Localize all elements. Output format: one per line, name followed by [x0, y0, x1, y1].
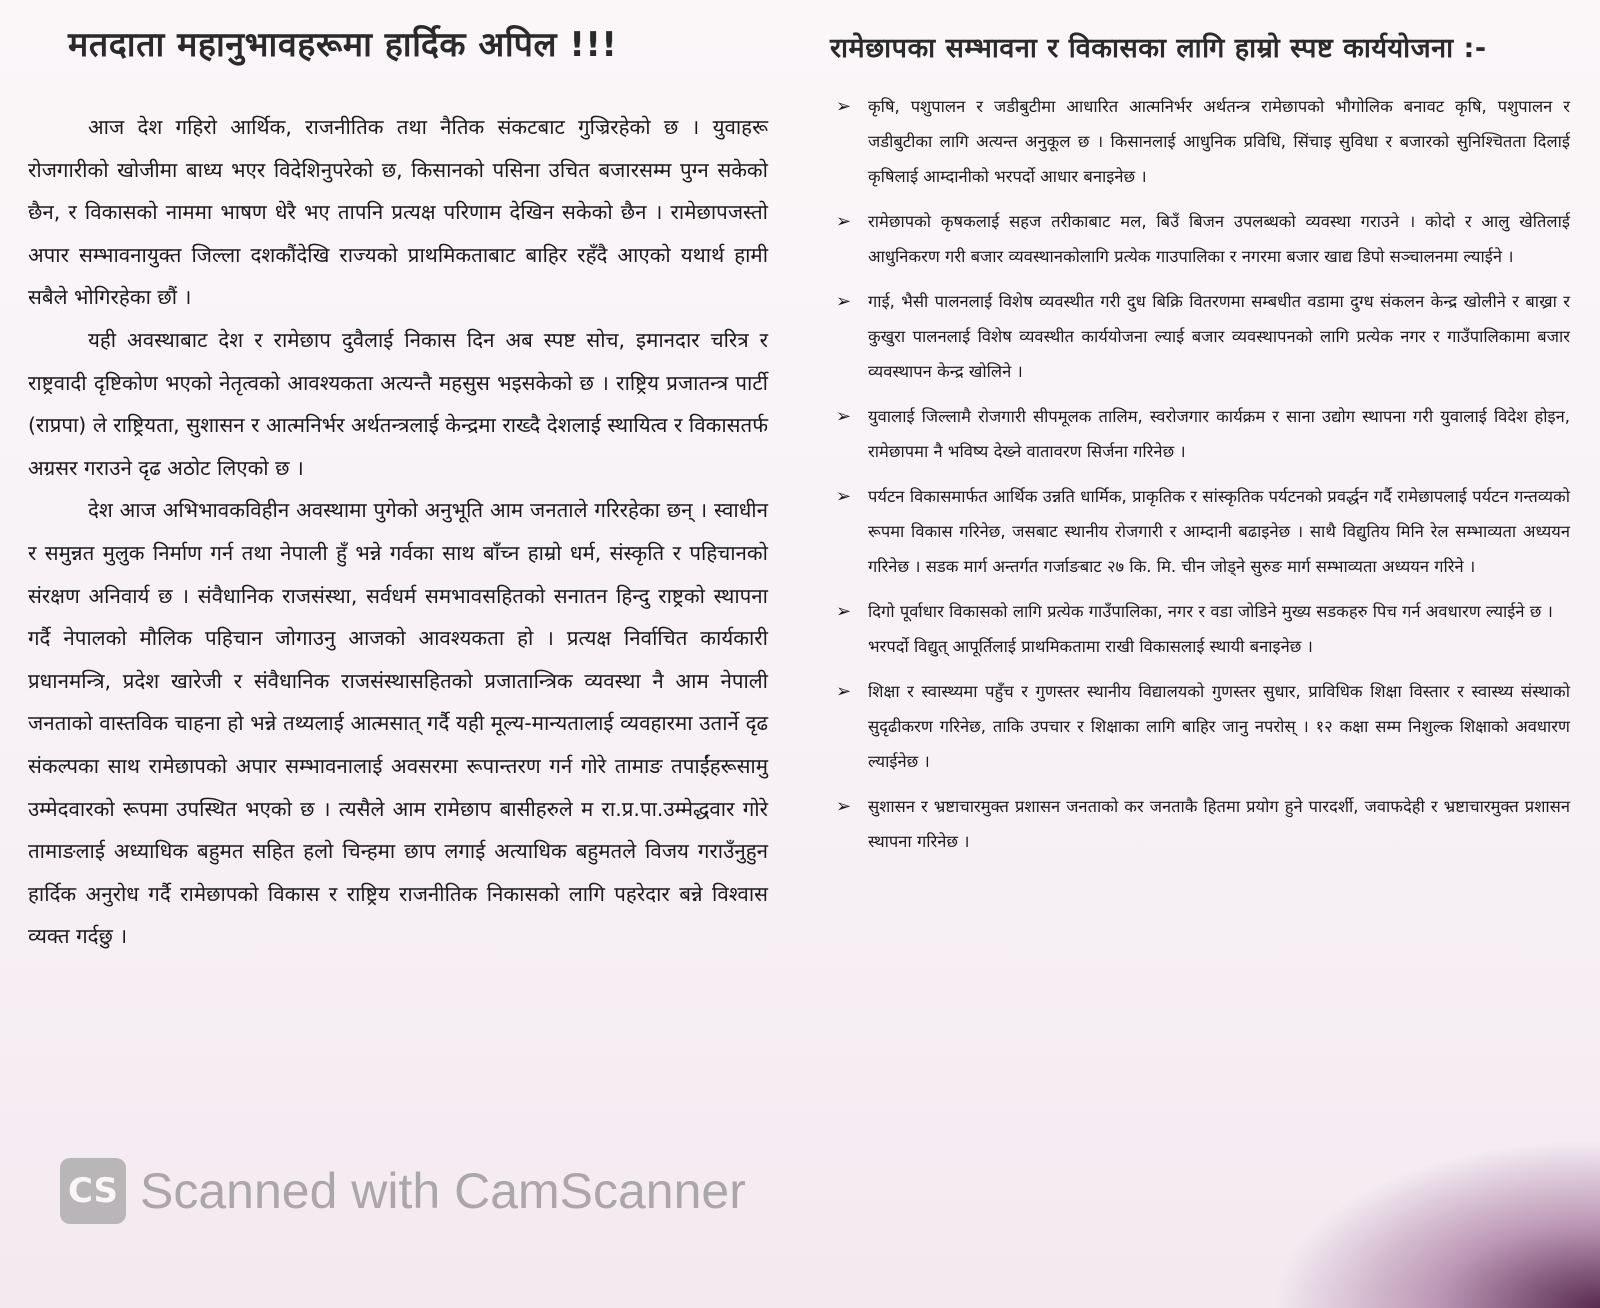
watermark-text: Scanned with CamScanner	[140, 1163, 746, 1219]
camscanner-logo-icon: CS	[60, 1158, 126, 1224]
arrow-right-icon: ➢	[836, 486, 852, 507]
list-item-text: पर्यटन विकासमार्फत आर्थिक उन्नति धार्मिक, प्राकृतिक र सांस्कृतिक पर्यटनको प्रवर्द्धन गर्दै रामेछापलाई पर्यटन गन्तव्यको रूपमा विकास गरिनेछ, जसबाट स्थानीय रोजगारी र आम्दानी बढाइनेछ । साथै विद्युतिय मिनि रेल सम्भाव्यता अध्ययन गरिनेछ । सडक मार्ग अन्तर्गत गर्जाङबाट २७ कि. मि. चीन जोड्ने सुरुङ मार्ग सम्भाव्यता अध्ययन गरिने ।	[868, 487, 1570, 576]
arrow-right-icon: ➢	[836, 406, 852, 427]
list-item-text: रामेछापको कृषकलाई सहज तरीकाबाट मल, बिउँ बिजन उपलब्धको व्यवस्था गराउने । कोदो र आलु खेतिलाई आधुनिकरण गरी बजार व्यवस्थानकोलागि प्रत्येक गाउपालिका र नगरमा बजार खाद्य डिपो सञ्चालनमा ल्याईने ।	[868, 212, 1570, 266]
appeal-paragraph: देश आज अभिभावकविहीन अवस्थामा पुगेको अनुभूति आम जनताले गरिरहेका छन् । स्वाधीन र समुन्नत मुलुक निर्माण गर्न तथा नेपाली हुँ भन्ने गर्वका साथ बाँच्न हाम्रो धर्म, संस्कृति र पहिचानको संरक्षण अनिवार्य छ । संवैधानिक राजसंस्था, सर्वधर्म समभावसहितको सनातन हिन्दु राष्ट्रको स्थापना गर्दै नेपालको मौलिक पहिचान जोगाउनु आजको आवश्यकता हो । प्रत्यक्ष निर्वाचित कार्यकारी प्रधानमन्त्रि, प्रदेश खारेजी र संवैधानिक राजसंस्थासहितको प्रजातान्त्रिक व्यवस्था नै आम नेपाली जनताको वास्तविक चाहना हो भन्ने तथ्यलाई आत्मसात् गर्दै यही मूल्य-मान्यतालाई व्यवहारमा उतार्ने दृढ संकल्पका साथ रामेछापको अपार सम्भावनालाई अवसरमा रूपान्तरण गर्न गोरे तामाङ तपाईंहरूसामु उम्मेदवारको रूपमा उपस्थित भएको छ । त्यसैले आम रामेछाप बासीहरुले म रा.प्र.पा.उम्मेद्धवार गोरे तामाङलाई अध्याधिक बहुमत सहित हलो चिन्हमा छाप लगाई अत्याधिक बहुमतले विजय गराउँनुहुन हार्दिक अनुरोध गर्दै रामेछापको विकास र राष्ट्रिय राजनीतिक निकासको लागि पहरेदार बन्ने विश्वास व्यक्त गर्दछु ।	[28, 498, 768, 949]
action-plan-list	[830, 89, 1570, 859]
list-item-text: सुशासन र भ्रष्टाचारमुक्त प्रशासन जनताको कर जनताकै हितमा प्रयोग हुने पारदर्शी, जवाफदेही र भ्रष्टाचारमुक्त प्रशासन स्थापना गरिनेछ ।	[868, 797, 1570, 851]
arrow-right-icon: ➢	[836, 681, 852, 702]
list-item-text: युवालाई जिल्लामै रोजगारी सीपमूलक तालिम, स्वरोजगार कार्यक्रम र साना उद्योग स्थापना गरी युवालाई विदेश होइन, रामेछापमा नै भविष्य देख्ने वातावरण सिर्जना गरिनेछ ।	[868, 407, 1570, 461]
action-plan-column	[830, 0, 1570, 869]
list-item	[830, 204, 1570, 274]
list-item-text: कृषि, पशुपालन र जडीबुटीमा आधारित आत्मनिर्भर अर्थतन्त्र रामेछापको भौगोलिक बनावट कृषि, पशुपालन र जडीबुटीका लागि अत्यन्त अनुकूल छ । किसानलाई आधुनिक प्रविधि, सिंचाइ सुविधा र बजारको सुनिश्चितता दिलाई कृषिलाई आम्दानीको भरपर्दो आधार बनाइनेछ ।	[868, 97, 1570, 186]
arrow-right-icon: ➢	[836, 96, 852, 117]
appeal-title: मतदाता महानुभावहरूमा हार्दिक अपिल !!!	[68, 25, 618, 65]
list-item	[830, 789, 1570, 859]
appeal-paragraph: आज देश गहिरो आर्थिक, राजनीतिक तथा नैतिक संकटबाट गुज्रिरहेको छ । युवाहरू रोजगारीको खोजीमा बाध्य भएर विदेशिनुपरेको छ, किसानको पसिना उचित बजारसम्म पुग्न सकेको छैन, र विकासको नाममा भाषण धेरै भए तापनि प्रत्यक्ष परिणाम देखिन सकेको छैन । रामेछापजस्तो अपार सम्भावनायुक्त जिल्ला दशकौंदेखि राज्यको प्राथमिकताबाट बाहिर रहँदै आएको यथार्थ हामी सबैले भोगिरहेका छौं ।	[28, 115, 768, 310]
camscanner-watermark	[60, 1158, 746, 1224]
appeal-column	[28, 0, 768, 958]
list-item	[830, 284, 1570, 389]
arrow-right-icon: ➢	[836, 291, 852, 312]
list-item	[830, 479, 1570, 584]
list-item-text: शिक्षा र स्वास्थ्यमा पहुँच र गुणस्तर स्थानीय विद्यालयको गुणस्तर सुधार, प्राविधिक शिक्षा विस्तार र स्वास्थ्य संस्थाको सुदृढीकरण गरिनेछ, ताकि उपचार र शिक्षाका लागि बाहिर जानु नपरोस् । १२ कक्षा सम्म निशुल्क शिक्षाको अवधारण ल्याईनेछ ।	[868, 682, 1570, 771]
appeal-paragraph: यही अवस्थाबाट देश र रामेछाप दुवैलाई निकास दिन अब स्पष्ट सोच, इमानदार चरित्र र राष्ट्रवादी दृष्टिकोण भएको नेतृत्वको आवश्यकता अत्यन्तै महसुस भइसकेको छ । राष्ट्रिय प्रजातन्त्र पार्टी (राप्रपा) ले राष्ट्रियता, सुशासन र आत्मनिर्भर अर्थतन्त्रलाई केन्द्रमा राख्दै देशलाई स्थायित्व र विकासतर्फ अग्रसर गराउने दृढ अठोट लिएको छ ।	[28, 327, 768, 480]
list-item	[830, 399, 1570, 469]
scan-shadow	[1270, 1138, 1600, 1308]
arrow-right-icon: ➢	[836, 601, 852, 622]
action-plan-title: रामेछापका सम्भावना र विकासका लागि हाम्रो स्पष्ट कार्ययोजना :-	[830, 33, 1487, 64]
arrow-right-icon: ➢	[836, 211, 852, 232]
arrow-right-icon: ➢	[836, 796, 852, 817]
list-item-text: गाई, भैसी पालनलाई विशेष व्यवस्थीत गरी दुध बिक्रि वितरणमा सम्बधीत वडामा दुग्ध संकलन केन्द्र खोलीने र बाख्रा र कुखुरा पालनलाई विशेष व्यवस्थीत कार्ययोजना ल्याई बजार व्यवस्थापनको लागि प्रत्येक नगर र गाउँपालिकामा बजार व्यवस्थापन केन्द्र खोलिने ।	[868, 292, 1570, 381]
appeal-body	[28, 106, 768, 958]
list-item	[830, 89, 1570, 194]
list-item-text: दिगो पूर्वाधार विकासको लागि प्रत्येक गाउँपालिका, नगर र वडा जोडिने मुख्य सडकहरु पिच गर्न अवधारण ल्याईने छ ।	[868, 602, 1553, 621]
list-item	[830, 594, 1570, 664]
list-item	[830, 674, 1570, 779]
list-item-extra: भरपर्दो विद्युत् आपूर्तिलाई प्राथमिकतामा राखी विकासलाई स्थायी बनाइनेछ ।	[868, 637, 1313, 656]
